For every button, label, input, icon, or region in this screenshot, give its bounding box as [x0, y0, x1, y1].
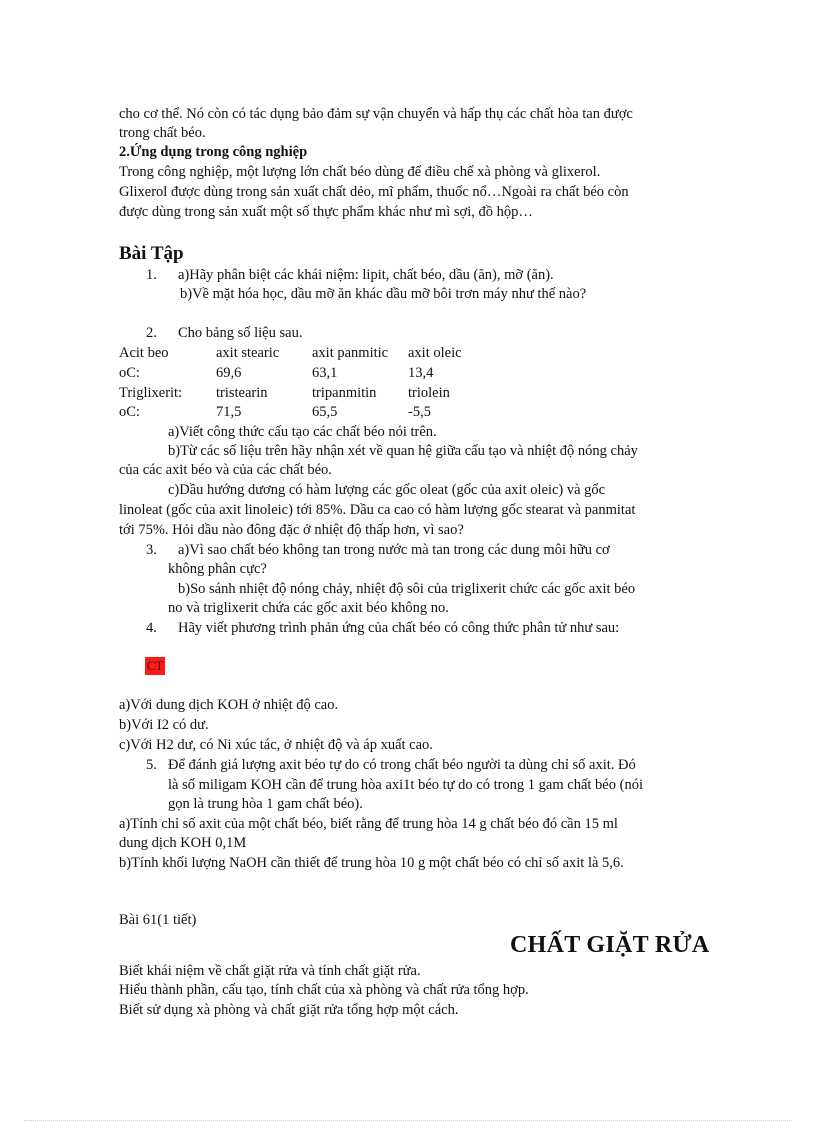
lesson-title: CHẤT GIẶT RỬA	[510, 932, 710, 958]
intro-line-1: cho cơ thể. Nó còn có tác dụng bảo đảm sự vận chuyển và hấp thụ các chất hòa tan được	[119, 106, 633, 122]
q2-part-c-line-2: linoleat (gốc của axit linoleic) tới 85%. Dầu ca cao có hàm lượng gốc stearat và panmitat	[119, 502, 636, 518]
table-cell: Acit beo	[119, 345, 169, 361]
table-cell: oC:	[119, 365, 140, 381]
table-cell: 65,5	[312, 404, 338, 420]
q1-part-a: a)Hãy phân biệt các khái niệm: lipit, chất béo, dầu (ăn), mỡ (ăn).	[178, 267, 554, 283]
goal-line-1: Biết khái niệm về chất giặt rửa và tính chất giặt rửa.	[119, 963, 421, 979]
q4-text: Hãy viết phương trình phản ứng của chất béo có công thức phân tử như sau:	[178, 620, 620, 636]
table-cell: oC:	[119, 404, 140, 420]
table-cell: tripanmitin	[312, 385, 377, 401]
q2-part-c-line-3: tới 75%. Hỏi dầu nào đông đặc ở nhiệt độ thấp hơn, vì sao?	[119, 522, 464, 538]
page-border	[24, 1120, 792, 1121]
industry-line-1: Trong công nghiệp, một lượng lớn chất béo dùng để điều chế xà phòng và glixerol.	[119, 164, 601, 180]
q2-part-b-line-2: của các axit béo và của các chất béo.	[119, 462, 332, 478]
q2-part-b-line-1: b)Từ các số liệu trên hãy nhận xét về quan hệ giữa cấu tạo và nhiệt độ nóng chảy	[168, 443, 638, 459]
intro-line-2: trong chất béo.	[119, 125, 206, 141]
industry-line-3: được dùng trong sản xuất một số thực phẩm khác như mì sợi, đồ hộp…	[119, 204, 533, 220]
q1-number: 1.	[146, 267, 157, 283]
q2-number: 2.	[146, 325, 157, 341]
table-cell: tristearin	[216, 385, 268, 401]
exercises-title: Bài Tập	[119, 243, 184, 264]
formula-image-placeholder: CT	[146, 658, 164, 673]
table-cell: 71,5	[216, 404, 242, 420]
q4-part-a: a)Với dung dịch KOH ở nhiệt độ cao.	[119, 697, 339, 713]
q5-part-a-line-1: a)Tính chỉ số axit của một chất béo, biết rằng để trung hòa 14 g chất béo đó cần 15 ml	[119, 816, 618, 832]
q2-intro: Cho bảng số liệu sau.	[178, 325, 303, 341]
table-cell: Triglixerit:	[119, 385, 183, 401]
q4-number: 4.	[146, 620, 157, 636]
q5-number: 5.	[146, 757, 157, 773]
table-cell: axit panmitic	[312, 345, 389, 361]
table-cell: axit oleic	[408, 345, 462, 361]
q2-part-c-line-1: c)Dầu hướng dương có hàm lượng các gốc oleat (gốc của axit oleic) và gốc	[168, 482, 606, 498]
goal-line-2: Hiểu thành phần, cấu tạo, tính chất của xà phòng và chất rửa tổng hợp.	[119, 982, 529, 998]
q5-part-a-line-2: dung dịch KOH 0,1M	[119, 835, 247, 851]
table-cell: axit stearic	[216, 345, 280, 361]
q4-part-b: b)Với I2 có dư.	[119, 717, 209, 733]
q4-part-c: c)Với H2 dư, có Ni xúc tác, ở nhiệt độ và áp xuất cao.	[119, 737, 433, 753]
lesson-label: Bài 61(1 tiết)	[119, 912, 197, 928]
industry-line-2: Glixerol được dùng trong sản xuất chất dẻo, mĩ phẩm, thuốc nổ…Ngoài ra chất béo còn	[119, 184, 629, 200]
q5-line-1: Để đánh giá lượng axit béo tự do có trong chất béo người ta dùng chỉ số axit. Đó	[168, 757, 636, 773]
q2-part-a: a)Viết công thức cấu tạo các chất béo nói trên.	[168, 424, 437, 440]
section-heading: 2.Ứng dụng trong công nghiệp	[119, 144, 308, 160]
q3-part-a-line-2: không phân cực?	[168, 561, 267, 577]
table-cell: 13,4	[408, 365, 434, 381]
q3-part-b-line-2: no và triglixerit chứa các gốc axit béo không no.	[168, 600, 449, 616]
q3-number: 3.	[146, 542, 157, 558]
table-cell: 63,1	[312, 365, 338, 381]
q5-line-3: gọn là trung hòa 1 gam chất béo).	[168, 796, 363, 812]
table-cell: triolein	[408, 385, 450, 401]
q5-part-b: b)Tính khối lượng NaOH cần thiết để trung hòa 10 g một chất béo có chỉ số axit là 5,6.	[119, 855, 624, 871]
table-cell: -5,5	[408, 404, 431, 420]
goal-line-3: Biết sử dụng xà phòng và chất giặt rửa tổng hợp một cách.	[119, 1002, 459, 1018]
q3-part-b-line-1: b)So sánh nhiệt độ nóng chảy, nhiệt độ sôi của triglixerit chức các gốc axit béo	[178, 581, 636, 597]
q3-part-a-line-1: a)Vì sao chất béo không tan trong nước mà tan trong các dung môi hữu cơ	[178, 542, 610, 558]
q1-part-b: b)Về mặt hóa học, dầu mỡ ăn khác dầu mỡ bôi trơn máy như thế nào?	[180, 286, 587, 302]
q5-line-2: là số miligam KOH cần để trung hòa axi1t béo tự do có trong 1 gam chất béo (nói	[168, 777, 643, 793]
table-cell: 69,6	[216, 365, 242, 381]
